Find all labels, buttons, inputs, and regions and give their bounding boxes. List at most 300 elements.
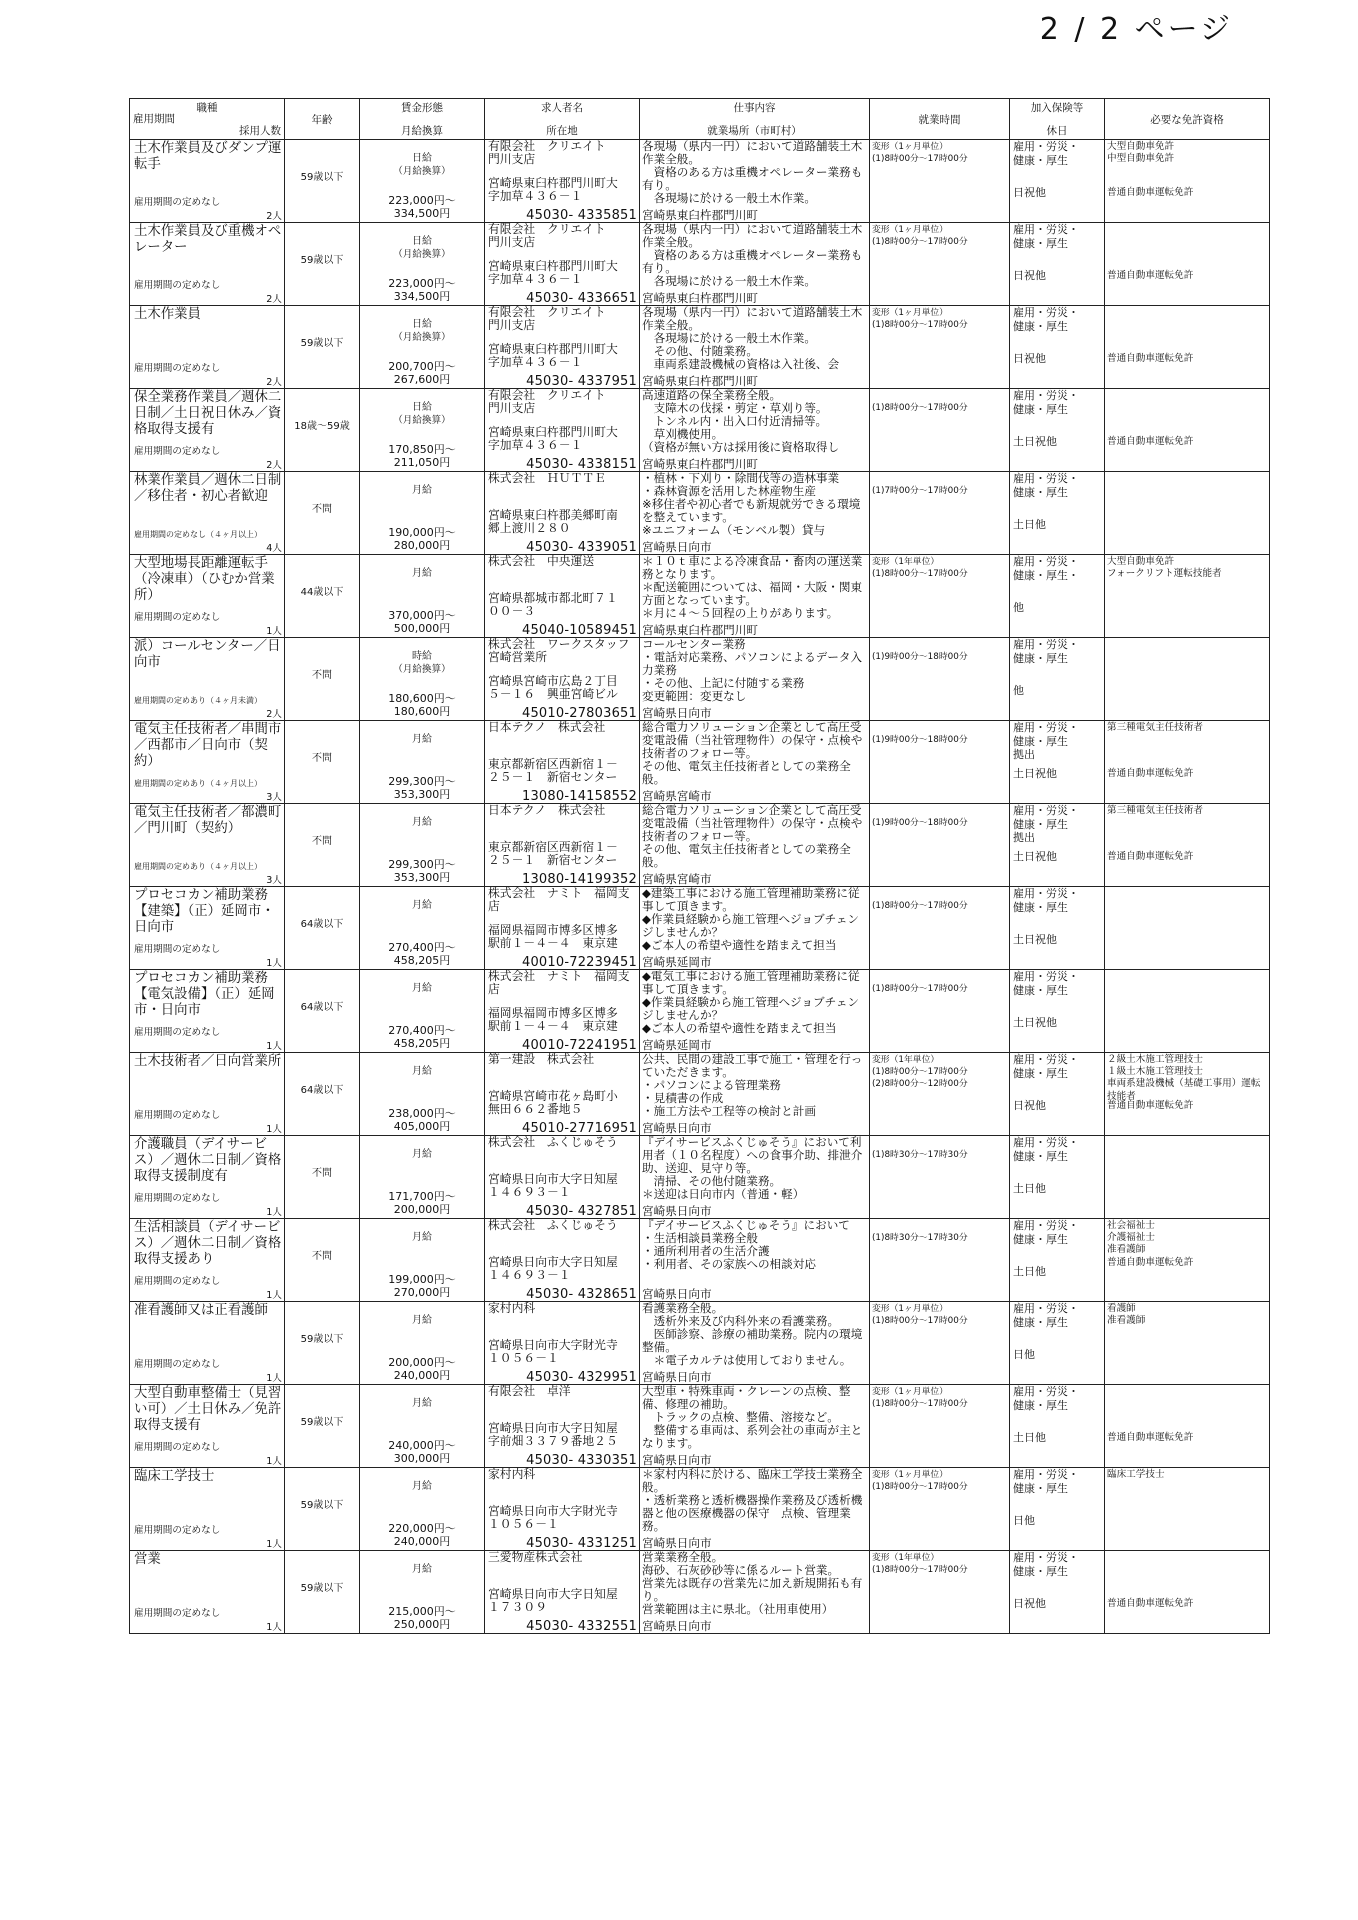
employer-name: 株式会社 ふくじゅそう <box>488 1135 618 1149</box>
required-license-secondary: 普通自動車運転免許 <box>1107 353 1194 364</box>
employer-address: 東京都新宿区西新宿１－ ２５－１ 新宿センター <box>488 757 618 784</box>
wage-range: 170,850円～ 211,050円 <box>388 443 456 469</box>
table-row <box>130 1468 1270 1551</box>
job-number: 45040-10589451 <box>521 623 637 638</box>
work-hours: (1)8時00分～17時00分 <box>872 901 968 911</box>
job-title-cell <box>130 1385 285 1468</box>
job-number: 45030- 4337951 <box>526 374 637 389</box>
table-row <box>130 306 1270 389</box>
employer-name: 有限会社 卓洋 <box>488 1384 571 1398</box>
job-title: 電気主任技術者／串間市／西都市／日向市（契約） <box>134 722 282 770</box>
employer-cell <box>485 804 640 887</box>
job-title-cell <box>130 389 285 472</box>
wage-range: 220,000円～ 240,000円 <box>388 1522 456 1548</box>
employer-address: 宮崎県宮崎市花ヶ島町小 無田６６２番地５ <box>488 1089 618 1116</box>
required-license: 看護師 准看護師 <box>1107 1303 1146 1327</box>
header-holidays-label: 休日 <box>1046 125 1068 137</box>
page-number: 2 / 2 ページ <box>1039 12 1233 47</box>
insurance: 雇用・労災・ 健康・厚生 <box>1013 1385 1079 1412</box>
wage-range: 200,700円～ 267,600円 <box>388 360 456 386</box>
job-description: 『デイサービスふくじゅそう』において利用者（１０名程度）への食事介助、排泄介助、送迎、見守り等。 清掃、その他付随業務。 ＊送迎は日向市内（普通・軽） <box>642 1135 863 1201</box>
hire-count: 1人 <box>266 1290 282 1301</box>
holidays: 日祝他 <box>1013 352 1046 365</box>
employer-cell <box>485 970 640 1053</box>
employer-cell <box>485 1219 640 1302</box>
job-title: 土木技術者／日向営業所 <box>134 1054 282 1069</box>
job-title: プロセコカン補助業務【建築】（正）延岡市・日向市 <box>134 888 275 936</box>
employer-address: 宮崎県東臼杵郡門川町大 字加草４３６－１ <box>488 425 618 452</box>
hire-count: 1人 <box>266 958 282 969</box>
hire-count: 1人 <box>266 1207 282 1218</box>
age-requirement: 44歳以下 <box>300 587 344 598</box>
age-cell <box>285 1385 360 1468</box>
job-title-cell <box>130 223 285 306</box>
work-place: 宮崎県日向市 <box>642 1287 712 1301</box>
wage-range: 190,000円～ 280,000円 <box>388 526 456 552</box>
employer-address: 福岡県福岡市博多区博多 駅前１－４－４ 東京建 <box>488 1006 618 1033</box>
job-description: 営業業務全般。 海砂、石灰砂砂等に係るルート営業。 営業先は既存の営業先に加え新規開拓も有り。 営業範囲は主に県北。（社用車使用） <box>642 1550 863 1616</box>
employer-address: 福岡県福岡市博多区博多 駅前１－４－４ 東京建 <box>488 923 618 950</box>
insurance-cell <box>1010 1468 1105 1551</box>
job-description: 『デイサービスふくじゅそう』において ・生活相談員業務全般 ・通所利用者の生活介護 ・利用者、その家族への相談対応 <box>642 1218 850 1271</box>
license-cell <box>1105 1302 1270 1385</box>
hire-count: 1人 <box>266 1622 282 1633</box>
work-hours-cell <box>870 555 1010 638</box>
job-title: 大型自動車整備士（見習い可）／土日休み／免許取得支援有 <box>134 1386 282 1434</box>
table-row <box>130 887 1270 970</box>
age-cell <box>285 223 360 306</box>
license-cell <box>1105 555 1270 638</box>
insurance: 雇用・労災・ 健康・厚生 <box>1013 970 1079 997</box>
employer-cell <box>485 721 640 804</box>
job-number: 45030- 4329951 <box>526 1370 637 1385</box>
license-cell <box>1105 970 1270 1053</box>
holidays: 日祝他 <box>1013 1099 1046 1112</box>
age-cell <box>285 306 360 389</box>
work-hours-cell <box>870 638 1010 721</box>
employer-name: 家村内科 <box>488 1301 536 1315</box>
work-hours: 変形（1ヶ月単位） (1)8時00分～17時00分 <box>872 1470 968 1492</box>
age-requirement: 不問 <box>312 753 332 764</box>
wage-conversion-note: （月給換算） <box>393 664 451 675</box>
work-hours-cell <box>870 1385 1010 1468</box>
license-cell <box>1105 1136 1270 1219</box>
work-hours: (1)9時00分～18時00分 <box>872 652 968 662</box>
work-place: 宮崎県東臼杵郡門川町 <box>642 208 758 222</box>
employer-cell <box>485 306 640 389</box>
employment-period: 雇用期間の定めなし <box>134 1442 221 1453</box>
employer-name: 有限会社 クリエイト 門川支店 <box>488 305 606 332</box>
wage-type: 日給 <box>412 236 432 247</box>
insurance-cell <box>1010 1302 1105 1385</box>
insurance-cell <box>1010 1053 1105 1136</box>
job-title: 介護職員（デイサービス）／週休二日制／資格取得支援制度有 <box>134 1137 282 1185</box>
insurance-cell <box>1010 306 1105 389</box>
wage-type: 月給 <box>412 1315 432 1326</box>
wage-cell <box>360 555 485 638</box>
job-content-cell <box>640 1219 870 1302</box>
employer-cell <box>485 638 640 721</box>
employer-name: 有限会社 クリエイト 門川支店 <box>488 139 606 166</box>
job-number: 45010-27803651 <box>521 706 637 721</box>
age-cell <box>285 721 360 804</box>
employer-name: 家村内科 <box>488 1467 536 1481</box>
insurance: 雇用・労災・ 健康・厚生 <box>1013 389 1079 416</box>
required-license: 第三種電気主任技術者 <box>1107 805 1203 816</box>
insurance: 雇用・労災・ 健康・厚生 <box>1013 306 1079 333</box>
job-title-cell <box>130 721 285 804</box>
insurance-cell <box>1010 970 1105 1053</box>
work-place: 宮崎県日向市 <box>642 1121 712 1135</box>
required-license: 第三種電気主任技術者 <box>1107 722 1203 733</box>
holidays: 日他 <box>1013 1348 1035 1361</box>
holidays: 日祝他 <box>1013 186 1046 199</box>
wage-cell <box>360 223 485 306</box>
wage-cell <box>360 638 485 721</box>
wage-cell <box>360 306 485 389</box>
job-description: 公共、民間の建設工事で施工・管理を行っていただきます。 ・パソコンによる管理業務 ・見積書の作成 ・施工方法や工程等の検討と計画 <box>642 1052 863 1118</box>
job-title: 大型地場長距離運転手（冷凍車）（ひむか営業所） <box>134 556 275 604</box>
insurance-cell <box>1010 140 1105 223</box>
wage-type: 月給 <box>412 817 432 828</box>
work-hours-cell <box>870 1053 1010 1136</box>
job-number: 45030- 4336651 <box>526 291 637 306</box>
job-content-cell <box>640 1136 870 1219</box>
job-description: 各現場（県内一円）において道路舗装土木作業全般。 資格のある方は重機オペレーター業務も有り。 各現場に於ける一般土木作業。 <box>642 139 863 205</box>
license-cell <box>1105 1053 1270 1136</box>
insurance: 雇用・労災・ 健康・厚生 <box>1013 1053 1079 1080</box>
job-description: 総合電力ソリューション企業として高圧受変電設備（当社管理物件）の保守・点検や技術者のフォロー等。 その他、電気主任技術者としての業務全般。 <box>642 803 863 869</box>
job-number: 45030- 4331251 <box>526 1536 637 1551</box>
employer-name: 有限会社 クリエイト 門川支店 <box>488 222 606 249</box>
job-content-cell <box>640 970 870 1053</box>
insurance: 雇用・労災・ 健康・厚生 <box>1013 140 1079 167</box>
work-hours-cell <box>870 140 1010 223</box>
wage-cell <box>360 970 485 1053</box>
age-requirement: 59歳以下 <box>300 1583 344 1594</box>
employer-cell <box>485 472 640 555</box>
job-title: 派）コールセンター／日向市 <box>134 639 281 671</box>
work-place: 宮崎県日向市 <box>642 1370 712 1384</box>
job-description: 各現場（県内一円）において道路舗装土木作業全般。 資格のある方は重機オペレーター業務も有り。 各現場に於ける一般土木作業。 <box>642 222 863 288</box>
work-place: 宮崎県日向市 <box>642 706 712 720</box>
job-number: 40010-72239451 <box>521 955 637 970</box>
wage-range: 171,700円～ 200,000円 <box>388 1190 456 1216</box>
work-place: 宮崎県日向市 <box>642 1619 712 1633</box>
age-requirement: 不問 <box>312 836 332 847</box>
hire-count: 2人 <box>266 460 282 471</box>
job-content-cell <box>640 1468 870 1551</box>
work-place: 宮崎県延岡市 <box>642 1038 712 1052</box>
table-row <box>130 472 1270 555</box>
age-cell <box>285 1468 360 1551</box>
wage-type: 月給 <box>412 1149 432 1160</box>
age-requirement: 59歳以下 <box>300 1500 344 1511</box>
required-license: 臨床工学技士 <box>1107 1469 1165 1480</box>
table-row <box>130 555 1270 638</box>
wage-conversion-note: （月給換算） <box>393 415 451 426</box>
employer-address: 宮崎県日向市大字財光寺 １０５６－１ <box>488 1504 618 1531</box>
job-description: 総合電力ソリューション企業として高圧受変電設備（当社管理物件）の保守・点検や技術者のフォロー等。 その他、電気主任技術者としての業務全般。 <box>642 720 863 786</box>
hire-count: 3人 <box>266 792 282 803</box>
work-hours-cell <box>870 472 1010 555</box>
work-place: 宮崎県日向市 <box>642 540 712 554</box>
job-content-cell <box>640 306 870 389</box>
age-cell <box>285 555 360 638</box>
work-hours: (1)9時00分～18時00分 <box>872 818 968 828</box>
header-license <box>1105 99 1270 140</box>
table-row <box>130 721 1270 804</box>
employer-cell <box>485 140 640 223</box>
job-description: ＊家村内科に於ける、臨床工学技士業務全般。 ・透析業務と透析機器操作業務及び透析機器と他の医療機器の保守 点検、管理業務。 <box>642 1467 863 1533</box>
age-requirement: 不問 <box>312 670 332 681</box>
holidays: 土日祝他 <box>1013 767 1057 780</box>
header-wage <box>360 99 485 140</box>
holidays: 他 <box>1013 684 1024 697</box>
work-hours-cell <box>870 721 1010 804</box>
job-title: 生活相談員（デイサービス）／週休二日制／資格取得支援あり <box>134 1220 282 1268</box>
employment-period: 雇用期間の定めなし <box>134 1276 221 1287</box>
age-requirement: 不問 <box>312 1251 332 1262</box>
header-job-content <box>640 99 870 140</box>
wage-cell <box>360 887 485 970</box>
job-title: 保全業務作業員／週休二日制／土日祝日休み／資格取得支援有 <box>134 390 282 438</box>
employer-name: 日本テクノ 株式会社 <box>488 803 606 817</box>
header-employer <box>485 99 640 140</box>
wage-range: 238,000円～ 405,000円 <box>388 1107 456 1133</box>
age-cell <box>285 140 360 223</box>
insurance: 雇用・労災・ 健康・厚生 <box>1013 1219 1079 1246</box>
hire-count: 2人 <box>266 294 282 305</box>
work-hours-cell <box>870 804 1010 887</box>
holidays: 日祝他 <box>1013 1597 1046 1610</box>
wage-conversion-note: （月給換算） <box>393 249 451 260</box>
table-row <box>130 1219 1270 1302</box>
license-cell <box>1105 1385 1270 1468</box>
hire-count: 4人 <box>266 543 282 554</box>
table-row <box>130 223 1270 306</box>
job-number: 13080-14199352 <box>521 872 637 887</box>
license-cell <box>1105 472 1270 555</box>
employer-cell <box>485 1468 640 1551</box>
job-description: 高速道路の保全業務全般。 支障木の伐採・剪定・草刈り等。 トンネル内・出入口付近清掃等。 草刈機使用。 （資格が無い方は採用後に資格取得し <box>642 388 840 454</box>
table-row <box>130 140 1270 223</box>
job-content-cell <box>640 1053 870 1136</box>
employer-name: 日本テクノ 株式会社 <box>488 720 606 734</box>
insurance: 雇用・労災・ 健康・厚生 <box>1013 638 1079 665</box>
wage-range: 223,000円～ 334,500円 <box>388 277 456 303</box>
job-title-cell <box>130 1302 285 1385</box>
header-hire-count-label: 採用人数 <box>239 125 281 137</box>
work-hours: 変形（1年単位） (1)8時00分～17時00分 <box>872 557 968 579</box>
age-cell <box>285 638 360 721</box>
wage-range: 215,000円～ 250,000円 <box>388 1605 456 1631</box>
wage-conversion-note: （月給換算） <box>393 166 451 177</box>
age-cell <box>285 970 360 1053</box>
header-job-content-label: 仕事内容 <box>733 102 776 114</box>
required-license-secondary: 普通自動車運転免許 <box>1107 270 1194 281</box>
job-content-cell <box>640 887 870 970</box>
work-hours: (1)7時00分～17時00分 <box>872 486 968 496</box>
employer-name: 株式会社 ＨＵＴＴＥ <box>488 471 606 485</box>
holidays: 土日他 <box>1013 1431 1046 1444</box>
hire-count: 1人 <box>266 1539 282 1550</box>
license-cell <box>1105 638 1270 721</box>
wage-type: 月給 <box>412 1232 432 1243</box>
work-hours: (1)8時00分～17時00分 <box>872 984 968 994</box>
employment-period: 雇用期間の定めなし <box>134 612 221 623</box>
wage-cell <box>360 1053 485 1136</box>
age-requirement: 59歳以下 <box>300 255 344 266</box>
hire-count: 1人 <box>266 1041 282 1052</box>
job-content-cell <box>640 472 870 555</box>
wage-cell <box>360 140 485 223</box>
hire-count: 1人 <box>266 1456 282 1467</box>
job-description: ◆建築工事における施工管理補助業務に従事して頂きます。 ◆作業員経験から施工管理へジョブチェンジしませんか？ ◆ご本人の希望や適性を踏まえて担当 <box>642 886 860 952</box>
insurance-cell <box>1010 1219 1105 1302</box>
age-cell <box>285 887 360 970</box>
required-license: 大型自動車免許 フォークリフト運転技能者 <box>1107 556 1222 580</box>
wage-type: 月給 <box>412 1481 432 1492</box>
age-requirement: 64歳以下 <box>300 919 344 930</box>
age-requirement: 59歳以下 <box>300 1334 344 1345</box>
hire-count: 1人 <box>266 626 282 637</box>
insurance-cell <box>1010 1551 1105 1634</box>
license-cell <box>1105 887 1270 970</box>
insurance-cell <box>1010 555 1105 638</box>
job-title-cell <box>130 1136 285 1219</box>
employer-address: 東京都新宿区西新宿１－ ２５－１ 新宿センター <box>488 840 618 867</box>
job-title: 臨床工学技士 <box>134 1469 215 1484</box>
insurance-cell <box>1010 887 1105 970</box>
employer-cell <box>485 1551 640 1634</box>
work-place: 宮崎県東臼杵郡門川町 <box>642 291 758 305</box>
hire-count: 1人 <box>266 1124 282 1135</box>
employment-period: 雇用期間の定めなし <box>134 1525 221 1536</box>
wage-type: 日給 <box>412 153 432 164</box>
insurance-cell <box>1010 472 1105 555</box>
work-place: 宮崎県日向市 <box>642 1204 712 1218</box>
employer-address: 宮崎県日向市大字財光寺 １０５６－１ <box>488 1338 618 1365</box>
required-license-secondary: 普通自動車運転免許 <box>1107 187 1194 198</box>
employer-name: 株式会社 ナミト 福岡支店 <box>488 969 630 996</box>
wage-type: 月給 <box>412 734 432 745</box>
employer-address: 宮崎県東臼杵郡門川町大 字加草４３６－１ <box>488 259 618 286</box>
job-title-cell <box>130 1551 285 1634</box>
table-row <box>130 1136 1270 1219</box>
holidays: 土日祝他 <box>1013 850 1057 863</box>
wage-type: 日給 <box>412 402 432 413</box>
insurance-cell <box>1010 1136 1105 1219</box>
work-hours: (1)8時00分～17時00分 <box>872 403 968 413</box>
age-cell <box>285 1219 360 1302</box>
job-title: 土木作業員及びダンプ運転手 <box>134 141 282 173</box>
employer-name: 株式会社 中央運送 <box>488 554 595 568</box>
job-title-cell <box>130 140 285 223</box>
employer-address: 宮崎県東臼杵郡美郷町南 郷上渡川２８０ <box>488 508 618 535</box>
work-place: 宮崎県日向市 <box>642 1536 712 1550</box>
license-cell <box>1105 1468 1270 1551</box>
work-hours-cell <box>870 1219 1010 1302</box>
work-place: 宮崎県宮崎市 <box>642 872 712 886</box>
header-insurance <box>1010 99 1105 140</box>
job-content-cell <box>640 1385 870 1468</box>
job-title: 准看護師又は正看護師 <box>134 1303 268 1318</box>
work-place: 宮崎県延岡市 <box>642 955 712 969</box>
table-header-row <box>130 99 1270 140</box>
job-title: 土木作業員 <box>134 307 201 322</box>
header-work-hours-label: 就業時間 <box>918 114 961 126</box>
wage-type: 月給 <box>412 1564 432 1575</box>
hire-count: 2人 <box>266 709 282 720</box>
table-row <box>130 1551 1270 1634</box>
required-license-secondary: 普通自動車運転免許 <box>1107 1100 1194 1111</box>
age-cell <box>285 804 360 887</box>
employer-cell <box>485 1053 640 1136</box>
work-hours-cell <box>870 1302 1010 1385</box>
age-requirement: 18歳～59歳 <box>294 421 350 432</box>
job-content-cell <box>640 389 870 472</box>
work-hours: 変形（1ヶ月単位） (1)8時00分～17時00分 <box>872 142 968 164</box>
header-wage-type-label: 賃金形態 <box>401 102 443 114</box>
holidays: 日祝他 <box>1013 269 1046 282</box>
insurance-cell <box>1010 1385 1105 1468</box>
job-description: 大型車・特殊車両・クレーンの点検、整備、修理の補助。 トラックの点検、整備、溶接など。 整備する車両は、系列会社の車両が主となります。 <box>642 1384 863 1450</box>
employment-period: 雇用期間の定めなし <box>134 944 221 955</box>
wage-cell <box>360 1551 485 1634</box>
insurance: 雇用・労災・ 健康・厚生 拠出 <box>1013 721 1079 761</box>
employer-cell <box>485 887 640 970</box>
table-row <box>130 389 1270 472</box>
required-license-secondary: 普通自動車運転免許 <box>1107 768 1194 779</box>
header-insurance-label: 加入保険等 <box>1030 102 1084 114</box>
job-title: プロセコカン補助業務【電気設備】（正）延岡市・日向市 <box>134 971 275 1019</box>
holidays: 日他 <box>1013 1514 1035 1527</box>
insurance: 雇用・労災・ 健康・厚生 <box>1013 1302 1079 1329</box>
job-description: 看護業務全般。 透析外来及び内科外来の看護業務。 医師診察、診療の補助業務。院内の環境整備。 ＊電子カルテは使用しておりません。 <box>642 1301 863 1367</box>
job-description: 各現場（県内一円）において道路舗装土木作業全般。 各現場に於ける一般土木作業。 その他、付随業務。 車両系建設機械の資格は入社後、会 <box>642 305 863 371</box>
employer-name: 株式会社 ナミト 福岡支店 <box>488 886 630 913</box>
insurance: 雇用・労災・ 健康・厚生 <box>1013 472 1079 499</box>
job-listing-table <box>129 98 1270 1634</box>
employment-period: 雇用期間の定めなし <box>134 280 221 291</box>
wage-cell <box>360 1302 485 1385</box>
job-number: 45030- 4330351 <box>526 1453 637 1468</box>
required-license: ２級土木施工管理技士 １級土木施工管理技士 車両系建設機械（基礎工事用）運転技能者 <box>1107 1054 1261 1102</box>
employer-name: 三愛物産株式会社 <box>488 1550 583 1564</box>
age-requirement: 59歳以下 <box>300 172 344 183</box>
insurance-cell <box>1010 804 1105 887</box>
employer-name: 株式会社 ワークスタッフ 宮崎営業所 <box>488 637 642 664</box>
employment-period: 雇用期間の定めなし <box>134 363 221 374</box>
job-content-cell <box>640 804 870 887</box>
license-cell <box>1105 1551 1270 1634</box>
wage-type: 月給 <box>412 485 432 496</box>
employment-period: 雇用期間の定めあり（４ヶ月以上） <box>134 862 262 871</box>
job-number: 45030- 4335851 <box>526 208 637 223</box>
header-work-place-label: 就業場所（市町村） <box>707 125 802 137</box>
employer-cell <box>485 1385 640 1468</box>
job-number: 40010-72241951 <box>521 1038 637 1053</box>
holidays: 土日祝他 <box>1013 1016 1057 1029</box>
employment-period: 雇用期間の定めあり（４ヶ月未満） <box>134 696 262 705</box>
age-requirement: 64歳以下 <box>300 1002 344 1013</box>
job-title: 営業 <box>134 1552 161 1567</box>
wage-cell <box>360 389 485 472</box>
work-hours: 変形（1ヶ月単位） (1)8時00分～17時00分 <box>872 1304 968 1326</box>
insurance: 雇用・労災・ 健康・厚生 <box>1013 1551 1079 1578</box>
holidays: 土日他 <box>1013 1265 1046 1278</box>
